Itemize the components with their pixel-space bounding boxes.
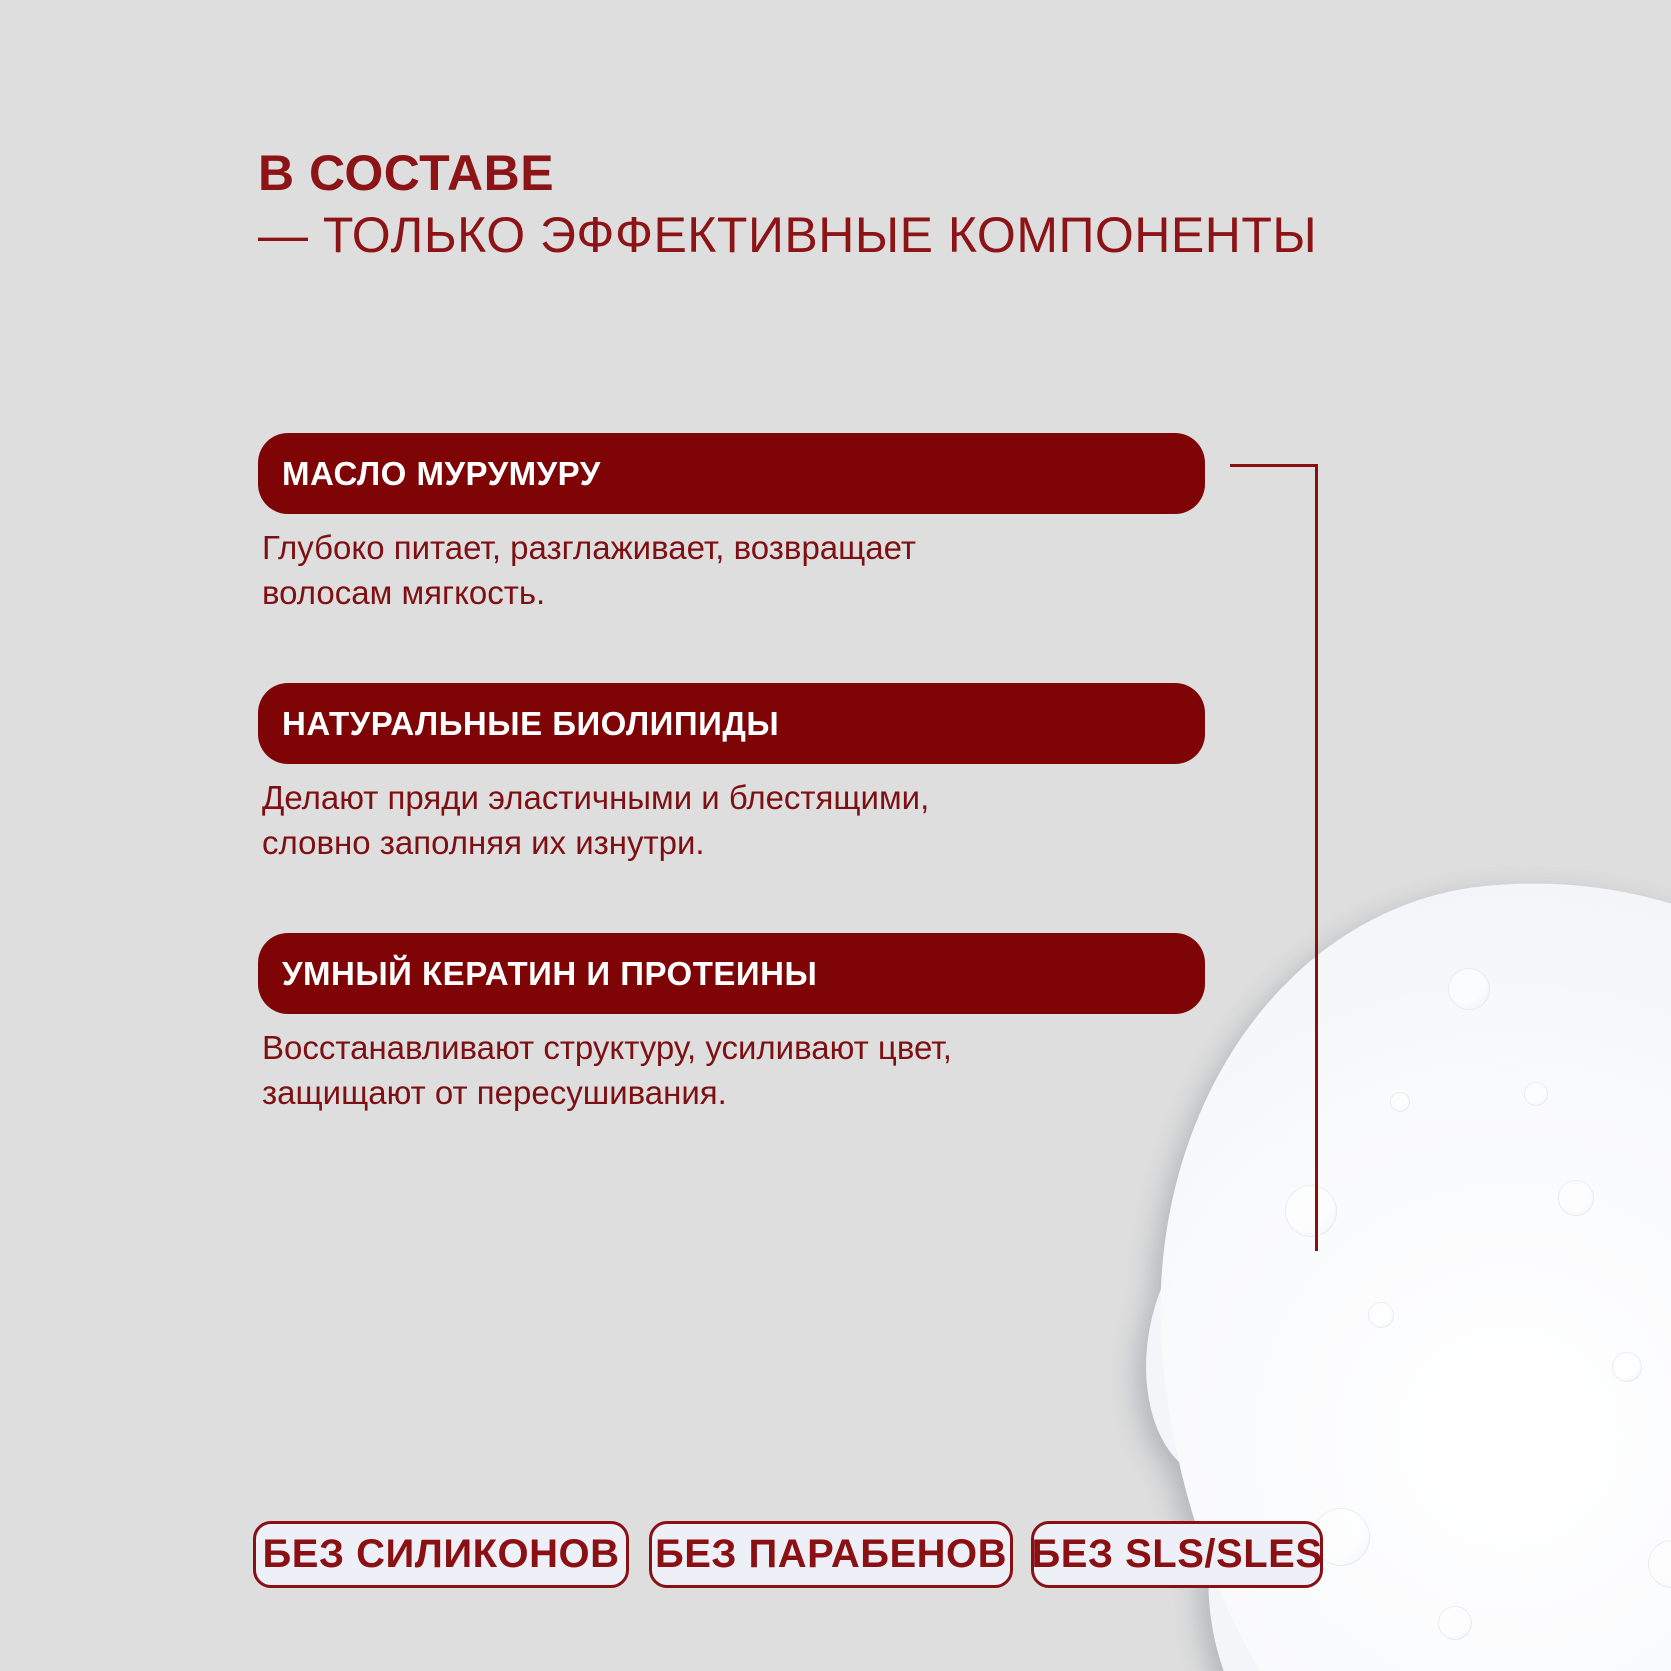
foam-bubble <box>1612 1352 1642 1382</box>
ingredient-heading: МАСЛО МУРУМУРУ <box>282 454 601 492</box>
description-line: словно заполняя их изнутри. <box>262 824 705 861</box>
badge-no-parabens <box>649 1521 1013 1588</box>
foam-bubble <box>1438 1606 1472 1640</box>
page-title-line2: — ТОЛЬКО ЭФФЕКТИВНЫЕ КОМПОНЕНТЫ <box>258 207 1318 263</box>
page-title <box>258 142 1317 266</box>
ingredient-heading: УМНЫЙ КЕРАТИН И ПРОТЕИНЫ <box>282 954 818 992</box>
foam-bubble <box>1368 1302 1394 1328</box>
badge-no-silicones <box>253 1521 629 1588</box>
foam-bubble <box>1558 1180 1594 1216</box>
ingredient-biolipids <box>258 683 1205 865</box>
page-title-line1: В СОСТАВЕ <box>258 145 555 201</box>
ingredient-description <box>258 1025 1205 1115</box>
description-line: волосам мягкость. <box>262 574 546 611</box>
ingredient-banner <box>258 433 1205 514</box>
description-line: Глубоко питает, разглаживает, возвращает <box>262 529 917 566</box>
ingredient-banner <box>258 683 1205 764</box>
foam-bubble <box>1390 1092 1410 1112</box>
foam-bubble <box>1285 1185 1337 1237</box>
foam-bubble <box>1448 968 1490 1010</box>
badge-label: БЕЗ СИЛИКОНОВ <box>262 1532 620 1576</box>
ingredient-murumuru <box>258 433 1205 615</box>
badge-label: БЕЗ SLS/SLES <box>1031 1532 1323 1576</box>
foam-bubble <box>1524 1082 1548 1106</box>
ingredient-description <box>258 775 1205 865</box>
ingredient-heading: НАТУРАЛЬНЫЕ БИОЛИПИДЫ <box>282 704 780 742</box>
badge-label: БЕЗ ПАРАБЕНОВ <box>654 1532 1008 1576</box>
connector-line-vertical <box>1315 464 1318 1251</box>
ingredient-description <box>258 525 1205 615</box>
description-line: защищают от пересушивания. <box>262 1074 727 1111</box>
connector-line-horizontal <box>1230 464 1318 467</box>
description-line: Делают пряди эластичными и блестящими, <box>262 779 930 816</box>
ingredient-banner <box>258 933 1205 1014</box>
ingredient-keratin <box>258 933 1205 1115</box>
badge-no-sls-sles <box>1031 1521 1323 1588</box>
description-line: Восстанавливают структуру, усиливают цвет, <box>262 1029 952 1066</box>
